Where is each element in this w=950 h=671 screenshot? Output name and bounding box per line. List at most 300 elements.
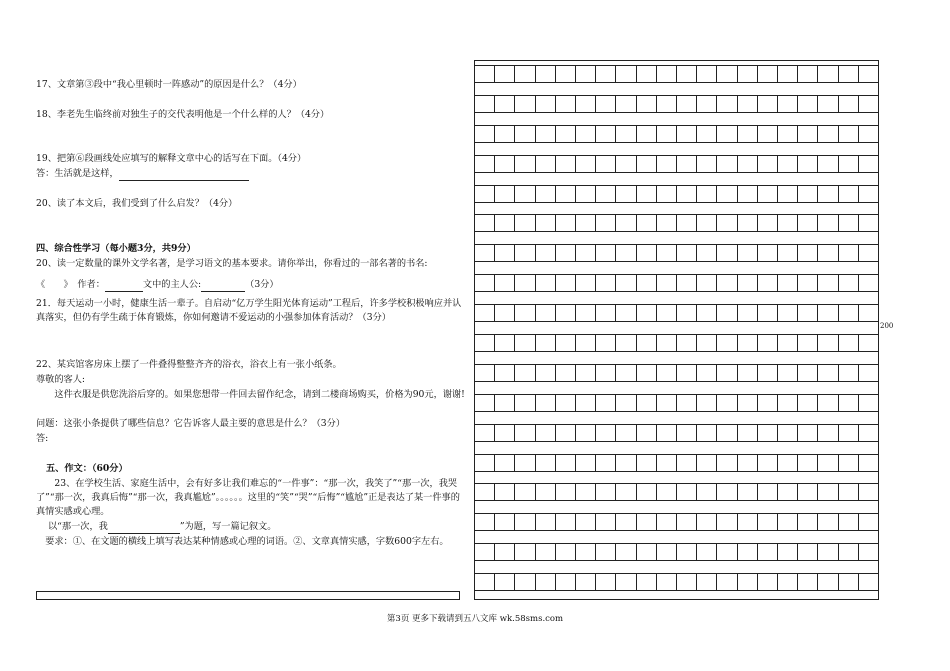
grid-cell[interactable] xyxy=(475,305,495,321)
grid-cell[interactable] xyxy=(495,365,515,381)
grid-cell[interactable] xyxy=(536,425,556,441)
grid-cell[interactable] xyxy=(475,215,495,231)
grid-cell[interactable] xyxy=(717,66,737,82)
grid-cell[interactable] xyxy=(738,544,758,560)
grid-cell[interactable] xyxy=(556,365,576,381)
grid-cell[interactable] xyxy=(818,96,838,112)
grid-cell[interactable] xyxy=(839,96,859,112)
grid-cell[interactable] xyxy=(536,455,556,471)
grid-cell[interactable] xyxy=(536,365,556,381)
grid-cell[interactable] xyxy=(798,126,818,142)
grid-cell[interactable] xyxy=(637,305,657,321)
grid-cell[interactable] xyxy=(778,484,798,500)
grid-cell[interactable] xyxy=(596,96,616,112)
grid-cell[interactable] xyxy=(616,335,636,351)
grid-cell[interactable] xyxy=(859,455,878,471)
grid-cell[interactable] xyxy=(576,455,596,471)
grid-cell[interactable] xyxy=(717,484,737,500)
grid-cell[interactable] xyxy=(798,335,818,351)
grid-cell[interactable] xyxy=(798,275,818,291)
grid-cell[interactable] xyxy=(758,365,778,381)
grid-cell[interactable] xyxy=(778,514,798,530)
grid-cell[interactable] xyxy=(839,425,859,441)
grid-cell[interactable] xyxy=(758,156,778,172)
grid-cell[interactable] xyxy=(657,215,677,231)
grid-cell[interactable] xyxy=(717,215,737,231)
grid-cell[interactable] xyxy=(798,305,818,321)
grid-cell[interactable] xyxy=(637,514,657,530)
grid-cell[interactable] xyxy=(536,156,556,172)
grid-cell[interactable] xyxy=(697,395,717,411)
grid-cell[interactable] xyxy=(475,245,495,261)
grid-cell[interactable] xyxy=(859,156,878,172)
grid-cell[interactable] xyxy=(657,305,677,321)
grid-cell[interactable] xyxy=(677,96,697,112)
grid-cell[interactable] xyxy=(697,215,717,231)
grid-cell[interactable] xyxy=(637,126,657,142)
grid-cell[interactable] xyxy=(717,275,737,291)
grid-cell[interactable] xyxy=(758,574,778,590)
grid-cell[interactable] xyxy=(738,66,758,82)
grid-cell[interactable] xyxy=(798,395,818,411)
grid-cell[interactable] xyxy=(536,305,556,321)
grid-cell[interactable] xyxy=(677,215,697,231)
grid-cell[interactable] xyxy=(495,305,515,321)
grid-cell[interactable] xyxy=(758,484,778,500)
grid-cell[interactable] xyxy=(758,66,778,82)
grid-cell[interactable] xyxy=(576,66,596,82)
grid-cell[interactable] xyxy=(738,455,758,471)
grid-cell[interactable] xyxy=(556,275,576,291)
grid-cell[interactable] xyxy=(616,455,636,471)
protagonist-blank[interactable] xyxy=(201,280,245,292)
grid-cell[interactable] xyxy=(576,186,596,202)
grid-cell[interactable] xyxy=(495,186,515,202)
grid-cell[interactable] xyxy=(818,455,838,471)
grid-cell[interactable] xyxy=(515,425,535,441)
grid-cell[interactable] xyxy=(536,275,556,291)
grid-cell[interactable] xyxy=(818,574,838,590)
grid-cell[interactable] xyxy=(697,156,717,172)
grid-cell[interactable] xyxy=(596,395,616,411)
grid-cell[interactable] xyxy=(495,395,515,411)
grid-cell[interactable] xyxy=(576,335,596,351)
grid-cell[interactable] xyxy=(515,186,535,202)
grid-cell[interactable] xyxy=(576,126,596,142)
grid-cell[interactable] xyxy=(738,514,758,530)
grid-cell[interactable] xyxy=(717,305,737,321)
grid-cell[interactable] xyxy=(697,126,717,142)
grid-cell[interactable] xyxy=(839,455,859,471)
grid-cell[interactable] xyxy=(616,365,636,381)
grid-cell[interactable] xyxy=(758,514,778,530)
grid-cell[interactable] xyxy=(859,186,878,202)
grid-cell[interactable] xyxy=(657,425,677,441)
grid-cell[interactable] xyxy=(839,574,859,590)
grid-cell[interactable] xyxy=(515,96,535,112)
grid-cell[interactable] xyxy=(637,156,657,172)
grid-cell[interactable] xyxy=(818,156,838,172)
grid-cell[interactable] xyxy=(818,544,838,560)
grid-cell[interactable] xyxy=(495,215,515,231)
grid-cell[interactable] xyxy=(556,425,576,441)
grid-cell[interactable] xyxy=(778,544,798,560)
grid-cell[interactable] xyxy=(495,574,515,590)
grid-cell[interactable] xyxy=(677,126,697,142)
grid-cell[interactable] xyxy=(758,305,778,321)
grid-cell[interactable] xyxy=(677,425,697,441)
grid-cell[interactable] xyxy=(495,484,515,500)
grid-cell[interactable] xyxy=(859,305,878,321)
grid-cell[interactable] xyxy=(758,245,778,261)
grid-cell[interactable] xyxy=(859,574,878,590)
grid-cell[interactable] xyxy=(616,156,636,172)
grid-cell[interactable] xyxy=(475,365,495,381)
grid-cell[interactable] xyxy=(839,514,859,530)
grid-cell[interactable] xyxy=(839,305,859,321)
grid-cell[interactable] xyxy=(495,275,515,291)
grid-cell[interactable] xyxy=(677,484,697,500)
grid-cell[interactable] xyxy=(758,395,778,411)
grid-cell[interactable] xyxy=(596,544,616,560)
grid-cell[interactable] xyxy=(697,305,717,321)
essay-title-blank[interactable] xyxy=(108,522,180,534)
grid-cell[interactable] xyxy=(839,126,859,142)
grid-cell[interactable] xyxy=(515,455,535,471)
grid-cell[interactable] xyxy=(556,484,576,500)
grid-cell[interactable] xyxy=(839,156,859,172)
grid-cell[interactable] xyxy=(515,365,535,381)
grid-cell[interactable] xyxy=(839,544,859,560)
grid-cell[interactable] xyxy=(515,126,535,142)
grid-cell[interactable] xyxy=(576,395,596,411)
grid-cell[interactable] xyxy=(798,514,818,530)
grid-cell[interactable] xyxy=(515,514,535,530)
grid-cell[interactable] xyxy=(758,455,778,471)
grid-cell[interactable] xyxy=(738,245,758,261)
grid-cell[interactable] xyxy=(758,126,778,142)
grid-cell[interactable] xyxy=(717,186,737,202)
grid-cell[interactable] xyxy=(798,245,818,261)
grid-cell[interactable] xyxy=(798,215,818,231)
grid-cell[interactable] xyxy=(657,395,677,411)
grid-cell[interactable] xyxy=(778,275,798,291)
grid-cell[interactable] xyxy=(778,574,798,590)
grid-cell[interactable] xyxy=(697,544,717,560)
grid-cell[interactable] xyxy=(576,96,596,112)
grid-cell[interactable] xyxy=(738,275,758,291)
grid-cell[interactable] xyxy=(576,305,596,321)
grid-cell[interactable] xyxy=(536,395,556,411)
grid-cell[interactable] xyxy=(475,96,495,112)
grid-cell[interactable] xyxy=(758,335,778,351)
grid-cell[interactable] xyxy=(536,186,556,202)
grid-cell[interactable] xyxy=(637,66,657,82)
grid-cell[interactable] xyxy=(657,66,677,82)
grid-cell[interactable] xyxy=(839,66,859,82)
grid-cell[interactable] xyxy=(475,126,495,142)
grid-cell[interactable] xyxy=(515,544,535,560)
grid-cell[interactable] xyxy=(637,544,657,560)
grid-cell[interactable] xyxy=(697,96,717,112)
grid-cell[interactable] xyxy=(839,395,859,411)
grid-cell[interactable] xyxy=(859,514,878,530)
grid-cell[interactable] xyxy=(657,544,677,560)
grid-cell[interactable] xyxy=(818,514,838,530)
grid-cell[interactable] xyxy=(495,455,515,471)
grid-cell[interactable] xyxy=(616,305,636,321)
grid-cell[interactable] xyxy=(677,395,697,411)
grid-cell[interactable] xyxy=(717,395,737,411)
grid-cell[interactable] xyxy=(778,156,798,172)
grid-cell[interactable] xyxy=(798,96,818,112)
grid-cell[interactable] xyxy=(657,365,677,381)
grid-cell[interactable] xyxy=(616,574,636,590)
grid-cell[interactable] xyxy=(596,365,616,381)
grid-cell[interactable] xyxy=(839,365,859,381)
grid-cell[interactable] xyxy=(536,126,556,142)
grid-cell[interactable] xyxy=(738,305,758,321)
grid-cell[interactable] xyxy=(798,484,818,500)
grid-cell[interactable] xyxy=(596,245,616,261)
grid-cell[interactable] xyxy=(637,395,657,411)
grid-cell[interactable] xyxy=(697,514,717,530)
grid-cell[interactable] xyxy=(596,484,616,500)
grid-cell[interactable] xyxy=(697,425,717,441)
grid-cell[interactable] xyxy=(495,514,515,530)
grid-cell[interactable] xyxy=(677,66,697,82)
grid-cell[interactable] xyxy=(778,66,798,82)
grid-cell[interactable] xyxy=(738,126,758,142)
grid-cell[interactable] xyxy=(495,66,515,82)
grid-cell[interactable] xyxy=(697,365,717,381)
grid-cell[interactable] xyxy=(839,275,859,291)
grid-cell[interactable] xyxy=(536,215,556,231)
grid-cell[interactable] xyxy=(677,335,697,351)
grid-cell[interactable] xyxy=(697,275,717,291)
grid-cell[interactable] xyxy=(536,574,556,590)
grid-cell[interactable] xyxy=(717,455,737,471)
grid-cell[interactable] xyxy=(839,245,859,261)
grid-cell[interactable] xyxy=(818,245,838,261)
grid-cell[interactable] xyxy=(657,574,677,590)
grid-cell[interactable] xyxy=(818,395,838,411)
grid-cell[interactable] xyxy=(677,156,697,172)
grid-cell[interactable] xyxy=(576,484,596,500)
grid-cell[interactable] xyxy=(798,425,818,441)
grid-cell[interactable] xyxy=(495,544,515,560)
grid-cell[interactable] xyxy=(556,455,576,471)
grid-cell[interactable] xyxy=(717,126,737,142)
grid-cell[interactable] xyxy=(818,215,838,231)
grid-cell[interactable] xyxy=(778,245,798,261)
grid-cell[interactable] xyxy=(596,425,616,441)
grid-cell[interactable] xyxy=(616,96,636,112)
grid-cell[interactable] xyxy=(576,275,596,291)
grid-cell[interactable] xyxy=(576,156,596,172)
grid-cell[interactable] xyxy=(495,425,515,441)
grid-cell[interactable] xyxy=(576,574,596,590)
grid-cell[interactable] xyxy=(475,574,495,590)
grid-cell[interactable] xyxy=(717,544,737,560)
grid-cell[interactable] xyxy=(778,455,798,471)
grid-cell[interactable] xyxy=(495,96,515,112)
grid-cell[interactable] xyxy=(637,365,657,381)
grid-cell[interactable] xyxy=(596,514,616,530)
grid-cell[interactable] xyxy=(637,574,657,590)
grid-cell[interactable] xyxy=(859,544,878,560)
grid-cell[interactable] xyxy=(818,126,838,142)
grid-cell[interactable] xyxy=(778,335,798,351)
grid-cell[interactable] xyxy=(717,156,737,172)
grid-cell[interactable] xyxy=(738,425,758,441)
grid-cell[interactable] xyxy=(556,156,576,172)
grid-cell[interactable] xyxy=(596,574,616,590)
grid-cell[interactable] xyxy=(495,156,515,172)
grid-cell[interactable] xyxy=(839,186,859,202)
grid-cell[interactable] xyxy=(475,514,495,530)
grid-cell[interactable] xyxy=(677,514,697,530)
grid-cell[interactable] xyxy=(556,305,576,321)
grid-cell[interactable] xyxy=(616,245,636,261)
grid-cell[interactable] xyxy=(738,156,758,172)
grid-cell[interactable] xyxy=(778,305,798,321)
grid-cell[interactable] xyxy=(556,215,576,231)
grid-cell[interactable] xyxy=(758,96,778,112)
grid-cell[interactable] xyxy=(536,514,556,530)
grid-cell[interactable] xyxy=(677,305,697,321)
grid-cell[interactable] xyxy=(637,455,657,471)
grid-cell[interactable] xyxy=(576,425,596,441)
grid-cell[interactable] xyxy=(556,126,576,142)
grid-cell[interactable] xyxy=(475,335,495,351)
grid-cell[interactable] xyxy=(576,544,596,560)
grid-cell[interactable] xyxy=(859,425,878,441)
grid-cell[interactable] xyxy=(596,126,616,142)
grid-cell[interactable] xyxy=(616,66,636,82)
grid-cell[interactable] xyxy=(798,455,818,471)
grid-cell[interactable] xyxy=(818,186,838,202)
grid-cell[interactable] xyxy=(859,126,878,142)
grid-cell[interactable] xyxy=(596,455,616,471)
grid-cell[interactable] xyxy=(657,186,677,202)
grid-cell[interactable] xyxy=(515,156,535,172)
grid-cell[interactable] xyxy=(697,455,717,471)
grid-cell[interactable] xyxy=(778,186,798,202)
grid-cell[interactable] xyxy=(616,186,636,202)
grid-cell[interactable] xyxy=(556,245,576,261)
grid-cell[interactable] xyxy=(818,365,838,381)
grid-cell[interactable] xyxy=(717,574,737,590)
grid-cell[interactable] xyxy=(637,275,657,291)
answer-blank[interactable] xyxy=(119,169,249,181)
grid-cell[interactable] xyxy=(717,96,737,112)
grid-cell[interactable] xyxy=(475,186,495,202)
grid-cell[interactable] xyxy=(475,275,495,291)
grid-cell[interactable] xyxy=(616,126,636,142)
grid-cell[interactable] xyxy=(778,126,798,142)
grid-cell[interactable] xyxy=(738,96,758,112)
grid-cell[interactable] xyxy=(778,215,798,231)
grid-cell[interactable] xyxy=(859,395,878,411)
grid-cell[interactable] xyxy=(576,514,596,530)
grid-cell[interactable] xyxy=(475,66,495,82)
grid-cell[interactable] xyxy=(576,245,596,261)
grid-cell[interactable] xyxy=(798,186,818,202)
grid-cell[interactable] xyxy=(536,245,556,261)
grid-cell[interactable] xyxy=(616,544,636,560)
grid-cell[interactable] xyxy=(738,574,758,590)
grid-cell[interactable] xyxy=(536,66,556,82)
grid-cell[interactable] xyxy=(616,514,636,530)
grid-cell[interactable] xyxy=(515,395,535,411)
grid-cell[interactable] xyxy=(697,245,717,261)
grid-cell[interactable] xyxy=(556,66,576,82)
grid-cell[interactable] xyxy=(677,574,697,590)
grid-cell[interactable] xyxy=(475,455,495,471)
grid-cell[interactable] xyxy=(677,544,697,560)
grid-cell[interactable] xyxy=(475,425,495,441)
grid-cell[interactable] xyxy=(657,484,677,500)
grid-cell[interactable] xyxy=(616,215,636,231)
grid-cell[interactable] xyxy=(475,544,495,560)
grid-cell[interactable] xyxy=(758,544,778,560)
grid-cell[interactable] xyxy=(798,544,818,560)
grid-cell[interactable] xyxy=(778,96,798,112)
grid-cell[interactable] xyxy=(637,96,657,112)
grid-cell[interactable] xyxy=(536,544,556,560)
grid-cell[interactable] xyxy=(556,335,576,351)
grid-cell[interactable] xyxy=(596,186,616,202)
grid-cell[interactable] xyxy=(657,96,677,112)
grid-cell[interactable] xyxy=(677,186,697,202)
grid-cell[interactable] xyxy=(515,484,535,500)
grid-cell[interactable] xyxy=(596,275,616,291)
grid-cell[interactable] xyxy=(697,186,717,202)
grid-cell[interactable] xyxy=(758,275,778,291)
grid-cell[interactable] xyxy=(798,66,818,82)
grid-cell[interactable] xyxy=(697,484,717,500)
grid-cell[interactable] xyxy=(677,455,697,471)
grid-cell[interactable] xyxy=(536,96,556,112)
grid-cell[interactable] xyxy=(556,186,576,202)
grid-cell[interactable] xyxy=(697,335,717,351)
grid-cell[interactable] xyxy=(657,335,677,351)
grid-cell[interactable] xyxy=(556,514,576,530)
grid-cell[interactable] xyxy=(677,245,697,261)
grid-cell[interactable] xyxy=(637,425,657,441)
grid-cell[interactable] xyxy=(859,66,878,82)
grid-cell[interactable] xyxy=(859,245,878,261)
grid-cell[interactable] xyxy=(637,484,657,500)
grid-cell[interactable] xyxy=(738,484,758,500)
grid-cell[interactable] xyxy=(556,96,576,112)
grid-cell[interactable] xyxy=(778,395,798,411)
grid-cell[interactable] xyxy=(697,574,717,590)
grid-cell[interactable] xyxy=(818,484,838,500)
grid-cell[interactable] xyxy=(859,96,878,112)
grid-cell[interactable] xyxy=(596,305,616,321)
grid-cell[interactable] xyxy=(798,574,818,590)
grid-cell[interactable] xyxy=(596,156,616,172)
grid-cell[interactable] xyxy=(859,335,878,351)
grid-cell[interactable] xyxy=(717,335,737,351)
grid-cell[interactable] xyxy=(657,514,677,530)
grid-cell[interactable] xyxy=(637,215,657,231)
grid-cell[interactable] xyxy=(657,245,677,261)
grid-cell[interactable] xyxy=(859,365,878,381)
grid-cell[interactable] xyxy=(576,365,596,381)
